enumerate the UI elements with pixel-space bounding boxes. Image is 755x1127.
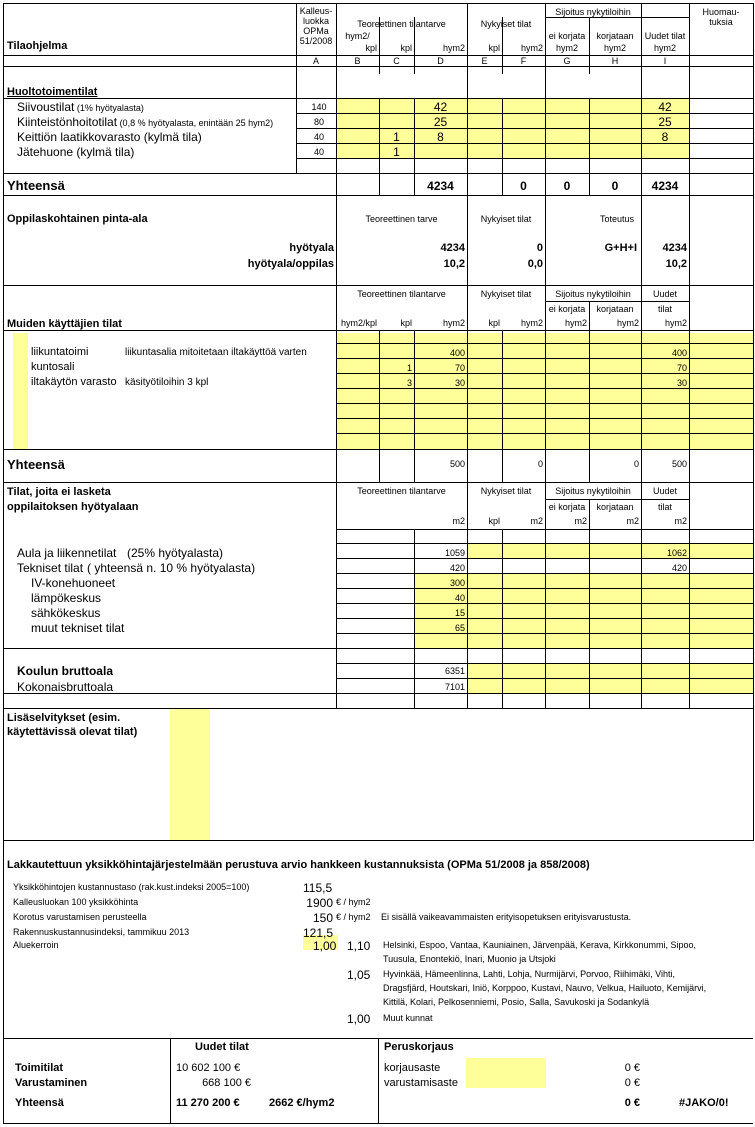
new-spaces-title: Uudet tilat	[195, 1041, 249, 1053]
input-fill	[13, 333, 28, 449]
row-label: muut tekniset tilat	[31, 621, 125, 635]
col-notes-header: Huomau-	[702, 7, 740, 17]
row-label: kuntosali	[31, 361, 75, 373]
input-fill	[466, 1058, 546, 1088]
row-label: Keittiön laatikkovarasto (kylmä tila)	[17, 130, 202, 144]
total-label: Yhteensä	[7, 178, 65, 193]
col-existing-header: Nykyiset tilat	[480, 19, 532, 29]
col-a-header: Kalleus-	[299, 6, 333, 16]
col-placement-header: Sijoitus nykytiloihin	[555, 7, 631, 17]
section-title: Tilat, joita ei lasketa	[7, 486, 111, 498]
section-title: Lisäselvitykset (esim.	[7, 712, 121, 724]
row-label: Siivoustilat (1% hyötyalasta)	[17, 100, 144, 114]
col-theoretical-header: Teoreettinen tilantarve	[357, 19, 446, 29]
row-label: Kiinteistönhoitotilat (0,8 % hyötyalasta, enintään 25 hym2)	[17, 115, 274, 129]
renovation-title: Peruskorjaus	[384, 1041, 454, 1053]
section-title: Lakkautettuun yksikköhintajärjestelmään perustuva arvio hankkeen kustannuksista (OPMa 51/2008 ja 858/2008)	[7, 859, 590, 871]
row-label: Tekniset tilat	[17, 561, 84, 575]
row-label: Koulun bruttoala	[17, 664, 113, 678]
grand-total-label: Yhteensä	[15, 1097, 64, 1109]
row-label: sähkökeskus	[31, 606, 101, 620]
row-label: Jätehuone (kylmä tila)	[17, 145, 135, 159]
row-label: IV-konehuoneet	[31, 576, 116, 590]
row-label: lämpökeskus	[31, 591, 102, 605]
row-label: Aula ja liikennetilat	[17, 546, 117, 560]
section-title: Oppilaskohtainen pinta-ala	[7, 213, 148, 225]
total-label: Yhteensä	[7, 457, 65, 472]
section-title: Muiden käyttäjien tilat	[7, 318, 122, 330]
input-fill	[467, 544, 753, 558]
section-title: Huoltotoimentilat	[7, 86, 98, 98]
row-label: Kokonaisbruttoala	[17, 680, 114, 694]
spreadsheet: Tilaohjelma Kalleus- luokka OPMa 51/2008 Teoreettinen tilantarve Nykyiset tilat Sijoitus nykytiloihin Uudet tilat hym2 Huomau- tuksia hym2/ kpl kpl hym2 kpl hym2 ei korjata hym2 korjataan hym2 A B C D E F G H I Huoltotoimentilat Siivoustilat (1% hyötyalasta) 140 42 42 Kiinteistönhoitotilat (0,8 % hyötyalasta, enintään 25 hym2) 80 25 25 Keittiön laatikkovarasto (kylmä tila) 40 1 8 8 Jätehuone (kylmä tila) 40 1 Yhteensä 4234 0 0 0 4234 Oppilaskohtainen pinta-ala Teoreettinen tarve Nykyiset tilat Toteutus hyötyala 4234 0 G+H+I 4234 hyötyala/oppilas 10,2 0,0 10,2 Teoreettinen tilantarve Nykyiset tilat Sijoitus nykytiloihin ei korjata korjataan Uudet tilat Muiden käyttäjien tilat hym2/kpl kpl hym2 kpl hym2 hym2 hym2 hym2 liikuntatoimi liikuntasalia mitoitetaan iltakäyttöä varten 400 400 kuntosali 1 70 70 iltakäytön varasto käsityötiloihin 3 kpl 3 30 30 Yhteensä 500 0 0 500 Tilat, joita ei lasketa oppilaitoksen hyötyalaan Teoreettinen tilantarve Nykyiset tilat Sijoitus nykytiloihin ei korjata korjataan Uudet tilat m2 kpl m2 m2 m2 m2 Aula ja liikennetilat (25% hyötyalasta) 1059 1062 Tekniset tilat ( yhteensä n. 10 % hyötyalasta) 420 420 IV-konehuoneet 300 lämpökeskus 40 sähkökeskus 15 muut tekniset tilat 65 Koulun bruttoala 6351 Kokonaisbruttoala 7101 Lisäselvitykset (esim. käytettävissä olevat tilat) Lakkautettuun yksikköhintajärjestelmään perustuva arvio hankkeen kustannuksista (OPMa 51/2008 ja 858/2008) Yksikköhintojen kustannustaso (rak.kust.indeksi 2005=100) 115,5 Kalleusluokan 100 yksikköhinta 1900 € / hym2 Korotus varustamisen perusteella 150 € / hym2 Ei sisällä vaikeavammaisten erityisopetuksen erityisvarustusta. Rakennuskustannusindeksi, tammikuu 2013 121,5 Aluekerroin 1,00 1,10 Helsinki, Espoo, Vantaa, Kauniainen, Järvenpää, Kerava, Kirkkonummi, Sipoo, Tuusula, Enontekiö, Inari, Muonio ja Utsjoki 1,05 Hyvinkää, Hämeenlinna, Lahti, Lohja, Nurmijärvi, Porvoo, Riihimäki, Vihti, Dragsfjärd, Houtskari, Iniö, Korppoo, Kustavi, Nauvo, Velkua, Hailuoto, Kemijärvi, Kittilä, Kolari, Pelkosenniemi, Posio, Salla, Savukoski ja Sodankylä 1,00 Muut kunnat Uudet tilat Peruskorjaus Toimitilat 10 602 100 € korjausaste 0 € Varustaminen 668 100 € varustamisaste 0 € Yhteensä 11 270 200 € 2662 €/hym2 0 € #JAKO/0!	[3, 3, 753, 1124]
table-title: Tilaohjelma	[7, 40, 68, 52]
row-label: iltakäytön varasto	[31, 376, 117, 388]
row-label: liikuntatoimi	[31, 346, 89, 358]
col-new-header: Uudet tilat	[644, 31, 686, 41]
input-fill	[170, 708, 210, 840]
div-zero-error: #JAKO/0!	[679, 1097, 729, 1109]
